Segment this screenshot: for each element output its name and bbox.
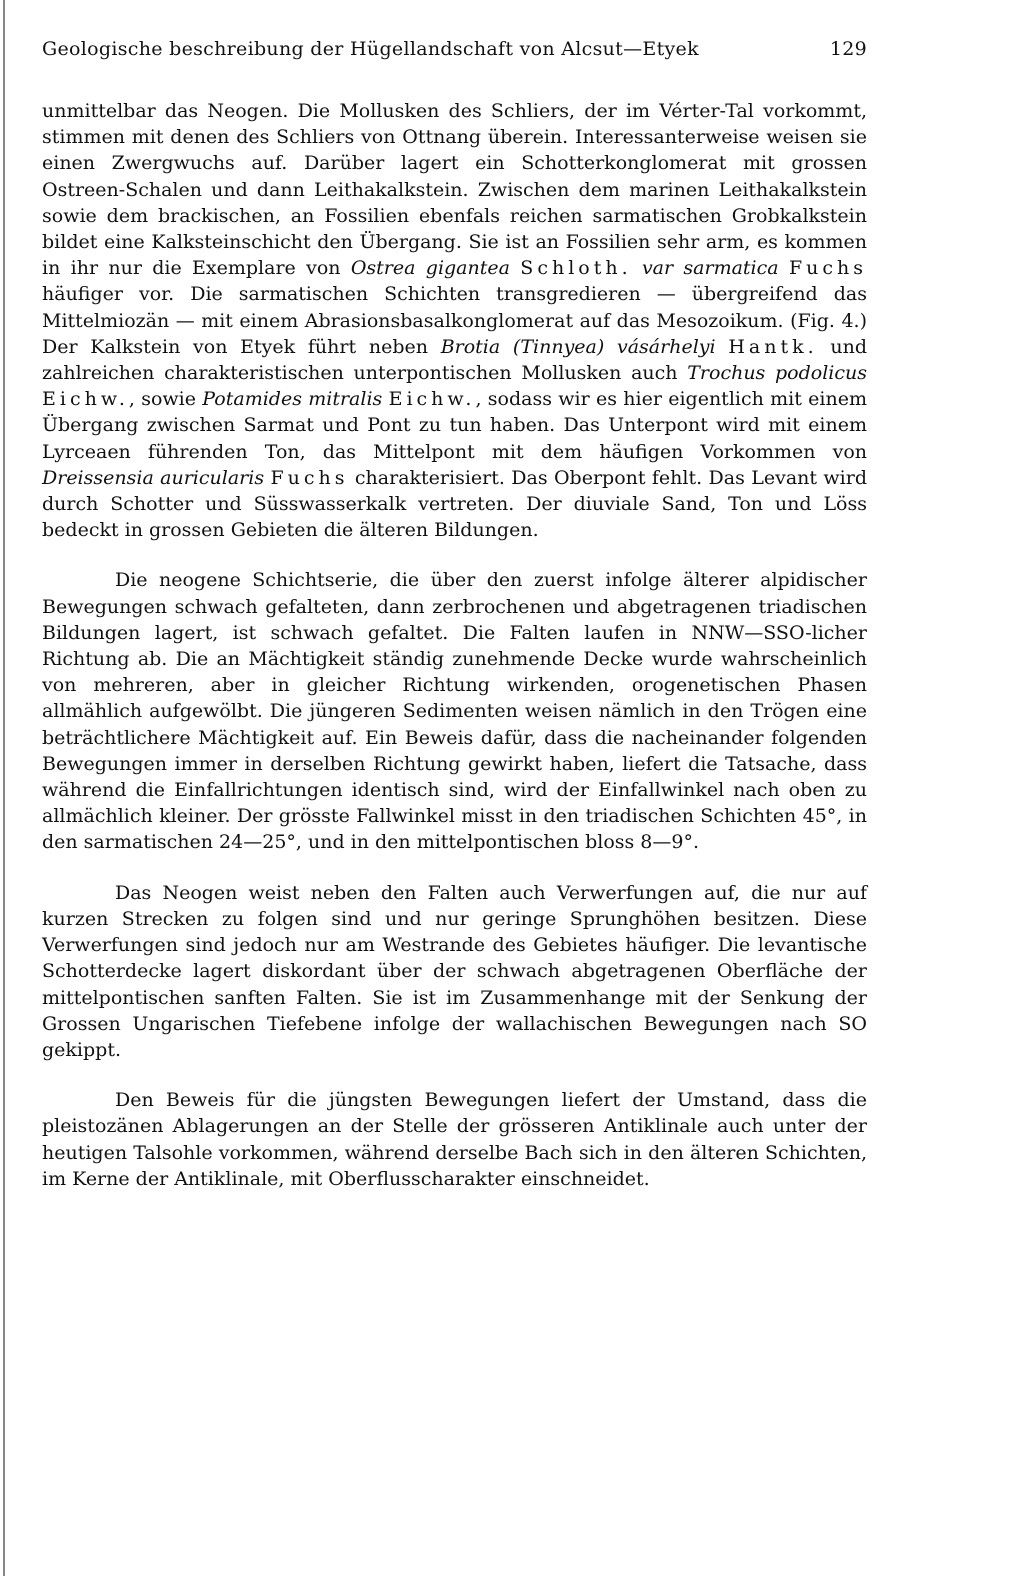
paragraph-3: Das Neogen weist neben den Falten auch Verwerfungen auf, die nur auf kurzen Strecken zu folgen sind und nur geringe Sprunghöhen besitzen. Diese Verwerfungen sind jedoch nur am Westrande des Gebietes häufiger. Die levantische Schotterdecke lagert diskordant über der schwach abgetragenen Oberfläche der mittelpontischen sanften Falten. Sie ist im Zusammenhange mit der Senkung der Grossen Ungarischen Tiefebene infolge der wallachischen Bewegungen nach SO gekippt.: [42, 881, 867, 1061]
text-run: und zahlreichen charakteristischen unterpontischen Mollusken auch: [42, 335, 867, 385]
text-run: häufiger vor. Die sarmatischen Schichten transgredieren — übergreifend das Mittelmiozän — mit einem Abrasionsbasalkonglomerat auf das Mesozoikum. (Fig. 4.) Der Kalkstein von Etyek führt neben: [42, 283, 867, 358]
text-run: , sowie: [128, 388, 203, 411]
species-author: Schloth.: [520, 257, 632, 280]
species-name: Dreissensia auricularis: [42, 466, 265, 489]
species-name: Ostrea gigantea: [350, 257, 510, 280]
page-edge-line: [3, 0, 5, 1576]
page: [42, 38, 867, 1192]
running-head: [42, 38, 867, 60]
species-author: Fuchs: [270, 466, 349, 489]
species-name: Potamides mitralis: [202, 388, 383, 411]
species-author: Hantk.: [728, 335, 818, 358]
species-name: Brotia (Tinnyea) vásárhelyi: [440, 335, 716, 358]
page-number: 129: [829, 38, 867, 60]
paragraph-4: Den Beweis für die jüngsten Bewegungen liefert der Umstand, dass die pleistozänen Ablagerungen an der Stelle der grösseren Antiklinale auch unter der heutigen Talsohle vorkommen, während derselbe Bach sich in den älteren Schichten, im Kerne der Antiklinale, mit Oberflusscharakter einschneidet.: [42, 1089, 867, 1190]
species-name: var sarmatica: [641, 257, 779, 280]
running-head-title: Geologische beschreibung der Hügellandschaft von Alcsut—Etyek: [42, 38, 699, 60]
species-name: Trochus podolicus: [687, 362, 867, 385]
paragraph-1: [42, 98, 867, 543]
text-run: , sodass wir es hier eigentlich mit einem Übergang zwischen Sarmat und Pont zu tun haben. Das Unterpont wird mit einem Lyrceaen führenden Ton, das Mittelpont mit dem häufigen Vorkommen von: [42, 388, 867, 463]
paragraph-2: Die neogene Schichtserie, die über den zuerst infolge älterer alpidischer Bewegungen schwach gefalteten, dann zerbrochenen und abgetragenen triadischen Bildungen lagert, ist schwach gefaltet. Die Falten laufen in NNW—SSO-licher Richtung ab. Die an Mächtigkeit ständig zunehmende Decke wurde wahrscheinlich von mehreren, aber in gleicher Richtung wirkenden, orogenetischen Phasen allmählich aufgewölbt. Die jüngeren Sedimenten weisen nämlich in den Trögen eine beträchtlichere Mächtigkeit auf. Ein Beweis dafür, dass die nacheinander folgenden Bewegungen immer in derselben Richtung gewirkt haben, liefert die Tatsache, dass während die Einfallrichtungen identisch sind, wird der Einfallwinkel nach oben zu allmächlich kleiner. Der grösste Fallwinkel misst in den triadischen Schichten 45°, in den sarmatischen 24—25°, und in den mittelpontischen bloss 8—9°.: [42, 569, 867, 854]
text-run: unmittelbar das Neogen. Die Mollusken des Schliers, der im Vérter-Tal vorkommt, stimmen mit denen des Schliers von Ottnang überein. Interessanterweise weisen sie einen Zwergwuchs auf. Darüber lagert ein Schotterkonglomerat mit grossen Ostreen-Schalen und dann Leithakalkstein. Zwischen dem marinen Leithakalkstein sowie dem brackischen, an Fossilien ebenfals reichen sarmatischen Grobkalkstein bildet eine Kalksteinschicht den Übergang. Sie ist an Fossilien sehr arm, es kommen in ihr nur die Exemplare von: [42, 100, 867, 280]
species-author: Fuchs: [788, 257, 867, 280]
text-run: charakterisiert. Das Oberpont fehlt. Das Levant wird durch Schotter und Süsswasserkalk vertreten. Der diuviale Sand, Ton und Löss bedeckt in grossen Gebieten die älteren Bildungen.: [42, 466, 867, 542]
species-author: Eichw.: [388, 388, 476, 411]
species-author: Eichw.: [42, 388, 129, 411]
